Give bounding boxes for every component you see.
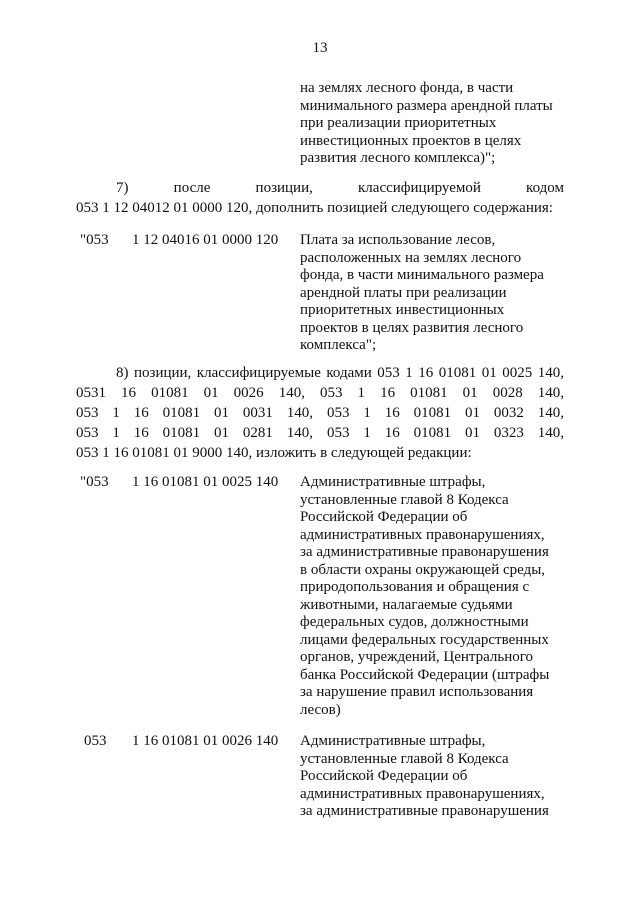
- classification-code: 1 16 01081 01 0026 140: [132, 733, 279, 749]
- item-8-paragraph: [76, 363, 564, 463]
- description-line: Российской Федерации об: [300, 509, 468, 525]
- description-line: природопользования и обращения с: [300, 579, 530, 595]
- description-line: лесов): [300, 701, 341, 718]
- item-8-line: 053 1 16 01081 01 0281 140, 053 1 16 01081 01 0323 140,: [76, 425, 564, 441]
- continuation-line: минимального размера арендной платы: [300, 97, 553, 114]
- classification-code: 1 16 01081 01 0025 140: [132, 474, 279, 490]
- description-line: Административные штрафы,: [300, 733, 486, 749]
- description-line: Российской Федерации об: [300, 768, 468, 784]
- description-line: в области охраны окружающей среды,: [300, 561, 546, 578]
- description-line: за административные правонарушения: [300, 544, 549, 560]
- description-line: лицами федеральных государственных: [300, 631, 549, 648]
- description-line: Административные штрафы,: [300, 474, 486, 490]
- item-7-line: 7) после позиции, классифицируемой кодом: [116, 180, 564, 196]
- description-line: банка Российской Федерации (штрафы: [300, 666, 550, 683]
- item-8-line: 053 1 16 01081 01 0031 140, 053 1 16 01081 01 0032 140,: [76, 405, 564, 421]
- row-description: [300, 232, 570, 355]
- item-7-paragraph: [76, 178, 564, 218]
- description-line: приоритетных инвестиционных: [300, 302, 505, 318]
- description-line: Плата за использование лесов,: [300, 232, 496, 248]
- continuation-line: развития лесного комплекса)";: [300, 150, 496, 166]
- description-line: административных правонарушениях,: [300, 785, 545, 802]
- description-line: расположенных на землях лесного: [300, 249, 522, 266]
- classification-code: 1 12 04016 01 0000 120: [132, 232, 279, 248]
- description-line: установленные главой 8 Кодекса: [300, 491, 509, 508]
- description-line: животными, налагаемые судьями: [300, 596, 513, 613]
- continuation-line: на землях лесного фонда, в части: [300, 80, 514, 96]
- ministry-code: 053: [84, 733, 107, 749]
- item-8-line: 0531 16 01081 01 0026 140, 053 1 16 01081 01 0028 140,: [76, 385, 564, 401]
- description-line: органов, учреждений, Центрального: [300, 649, 534, 665]
- item-7-line: 053 1 12 04012 01 0000 120, дополнить позицией следующего содержания:: [76, 200, 553, 216]
- description-line: установленные главой 8 Кодекса: [300, 750, 509, 767]
- description-line: административных правонарушениях,: [300, 526, 545, 543]
- description-line: за нарушение правил использования: [300, 684, 534, 700]
- description-line: проектов в целях развития лесного: [300, 319, 524, 336]
- ministry-code: "053: [80, 232, 109, 248]
- description-line: фонда, в части минимального размера: [300, 267, 544, 283]
- row-description: [300, 474, 570, 719]
- item-8-line: 053 1 16 01081 01 9000 140, изложить в следующей редакции:: [76, 445, 472, 461]
- description-line: арендной платы при реализации: [300, 284, 507, 301]
- description-line: комплекса";: [300, 337, 377, 353]
- continuation-text: [300, 80, 570, 168]
- description-line: за административные правонарушения: [300, 803, 549, 819]
- ministry-code: "053: [80, 474, 109, 490]
- row-description: [300, 733, 570, 821]
- continuation-line: инвестиционных проектов в целях: [300, 132, 522, 149]
- description-line: федеральных судов, должностными: [300, 614, 529, 630]
- page-number: 13: [312, 40, 328, 56]
- continuation-line: при реализации приоритетных: [300, 115, 497, 131]
- item-8-line: 8) позиции, классифицируемые кодами 053 1 16 01081 01 0025 140,: [116, 365, 564, 381]
